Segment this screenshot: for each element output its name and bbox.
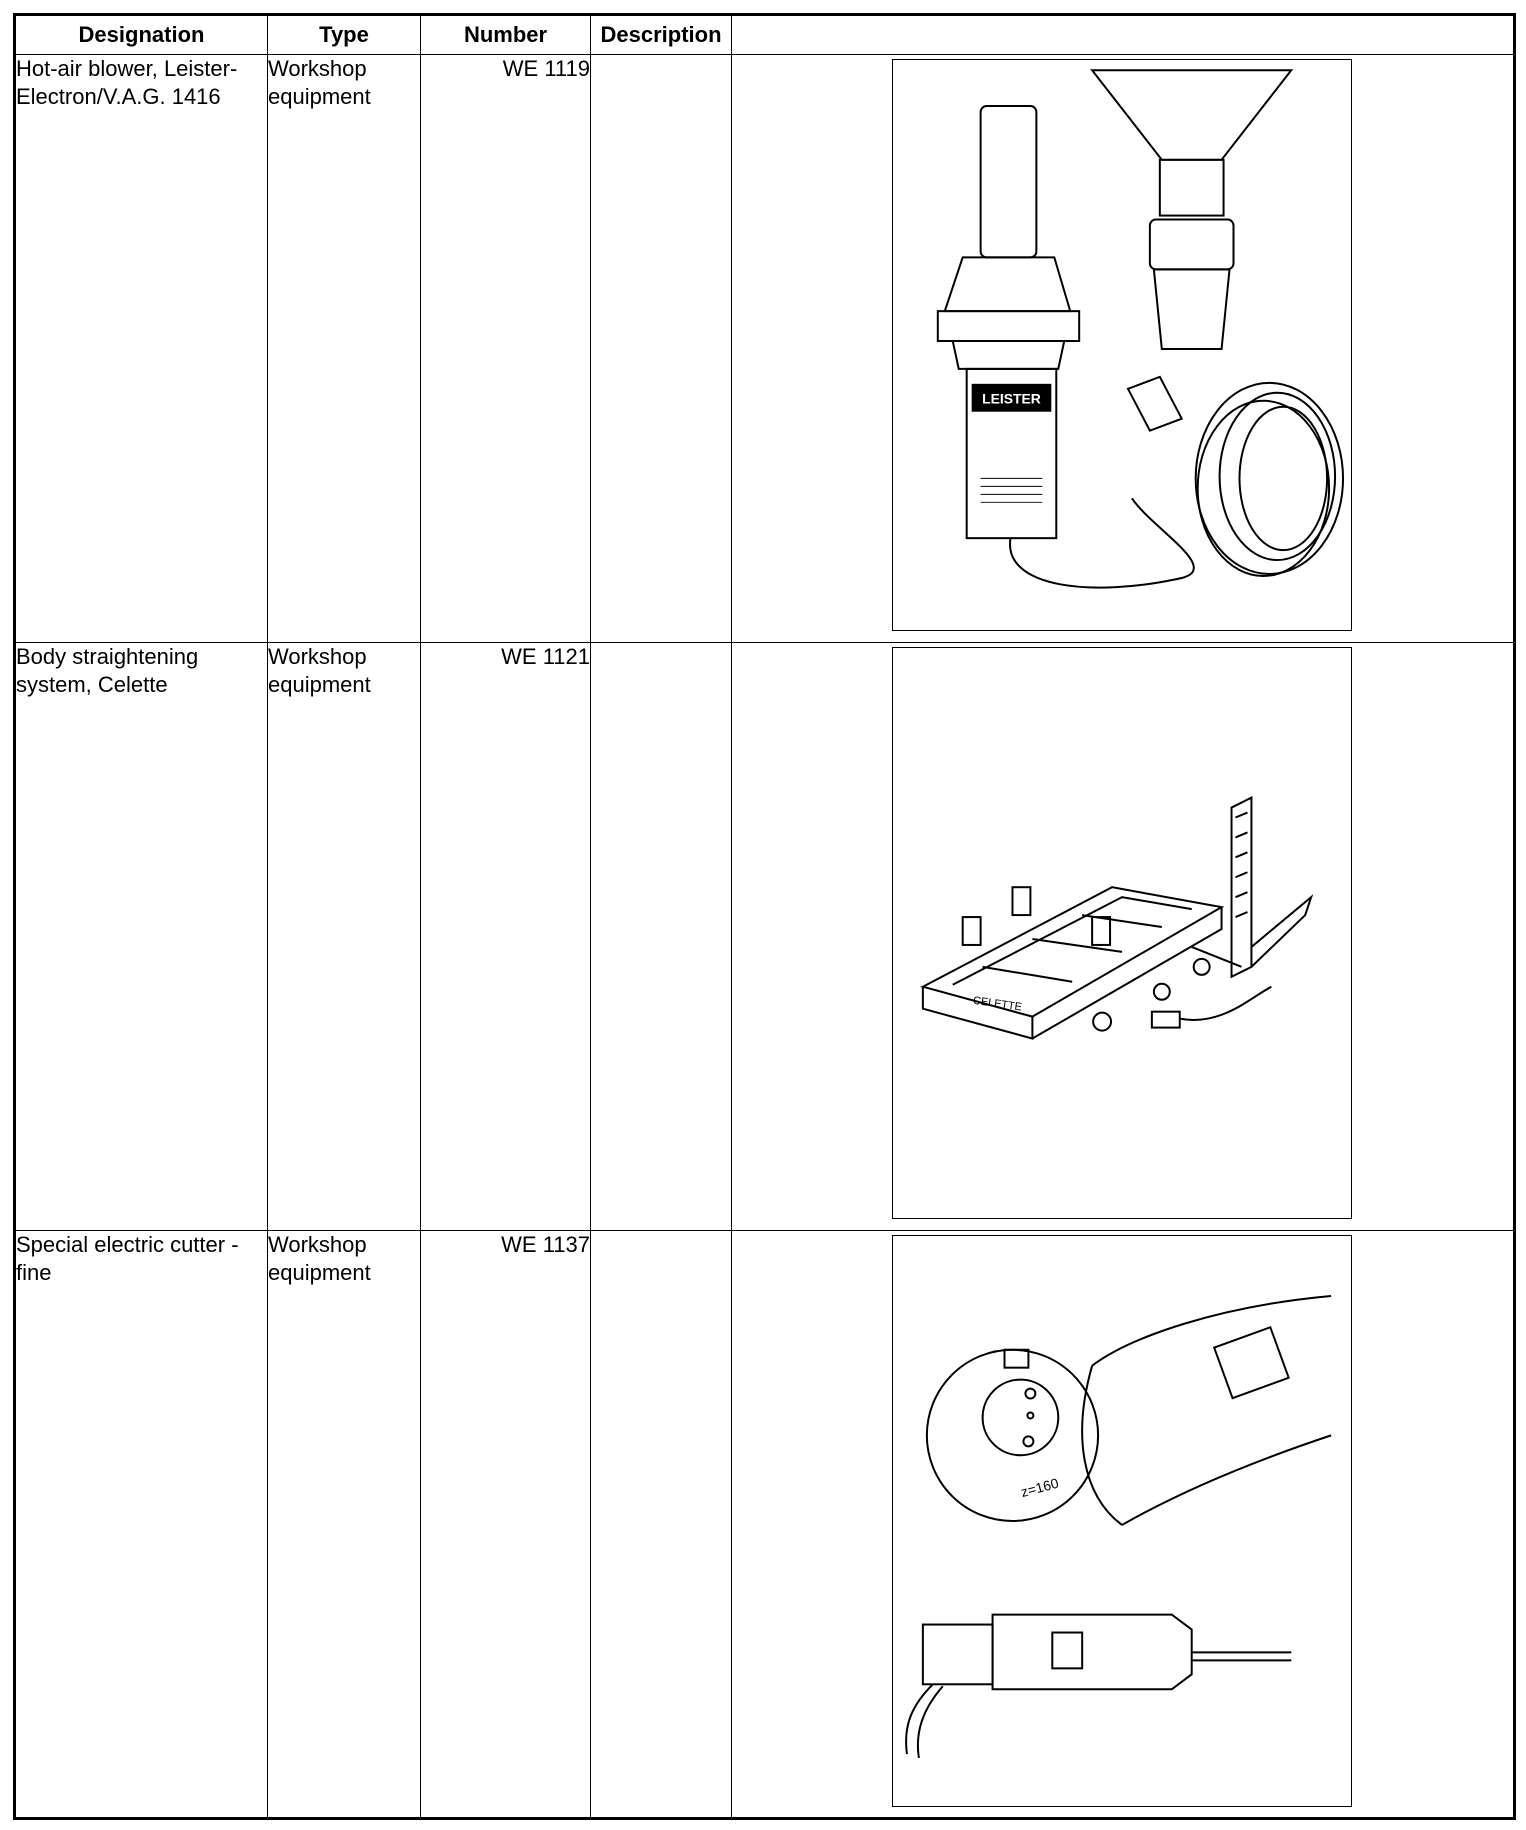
header-description: Description [591,15,732,55]
electric-cutter-illustration [892,1235,1352,1807]
designation-cell: Hot-air blower, Leister-Electron/V.A.G. 1416 [15,55,268,643]
number-cell: WE 1137 [421,1231,591,1819]
type-cell: Workshop equipment [268,643,421,1231]
type-cell: Workshop equipment [268,1231,421,1819]
type-cell: Workshop equipment [268,55,421,643]
body-straightening-system-illustration [892,647,1352,1219]
blade-marking: z=160 [1019,1474,1061,1501]
celette-label: CELETTE [972,994,1023,1014]
table-row [15,55,1515,643]
image-cell [732,643,1515,1231]
table-row [15,1231,1515,1819]
header-image [732,15,1515,55]
leister-label: LEISTER [982,390,1041,407]
hot-air-blower-illustration [892,59,1352,631]
number-cell: WE 1121 [421,643,591,1231]
designation-cell: Body straightening system, Celette [15,643,268,1231]
number-cell: WE 1119 [421,55,591,643]
table-row [15,643,1515,1231]
image-cell [732,55,1515,643]
designation-cell: Special electric cutter - fine [15,1231,268,1819]
special-tools-table [13,13,1516,1820]
description-cell [591,643,732,1231]
description-cell [591,55,732,643]
header-number: Number [421,15,591,55]
header-row [15,15,1515,55]
description-cell [591,1231,732,1819]
header-designation: Designation [15,15,268,55]
header-type: Type [268,15,421,55]
image-cell [732,1231,1515,1819]
